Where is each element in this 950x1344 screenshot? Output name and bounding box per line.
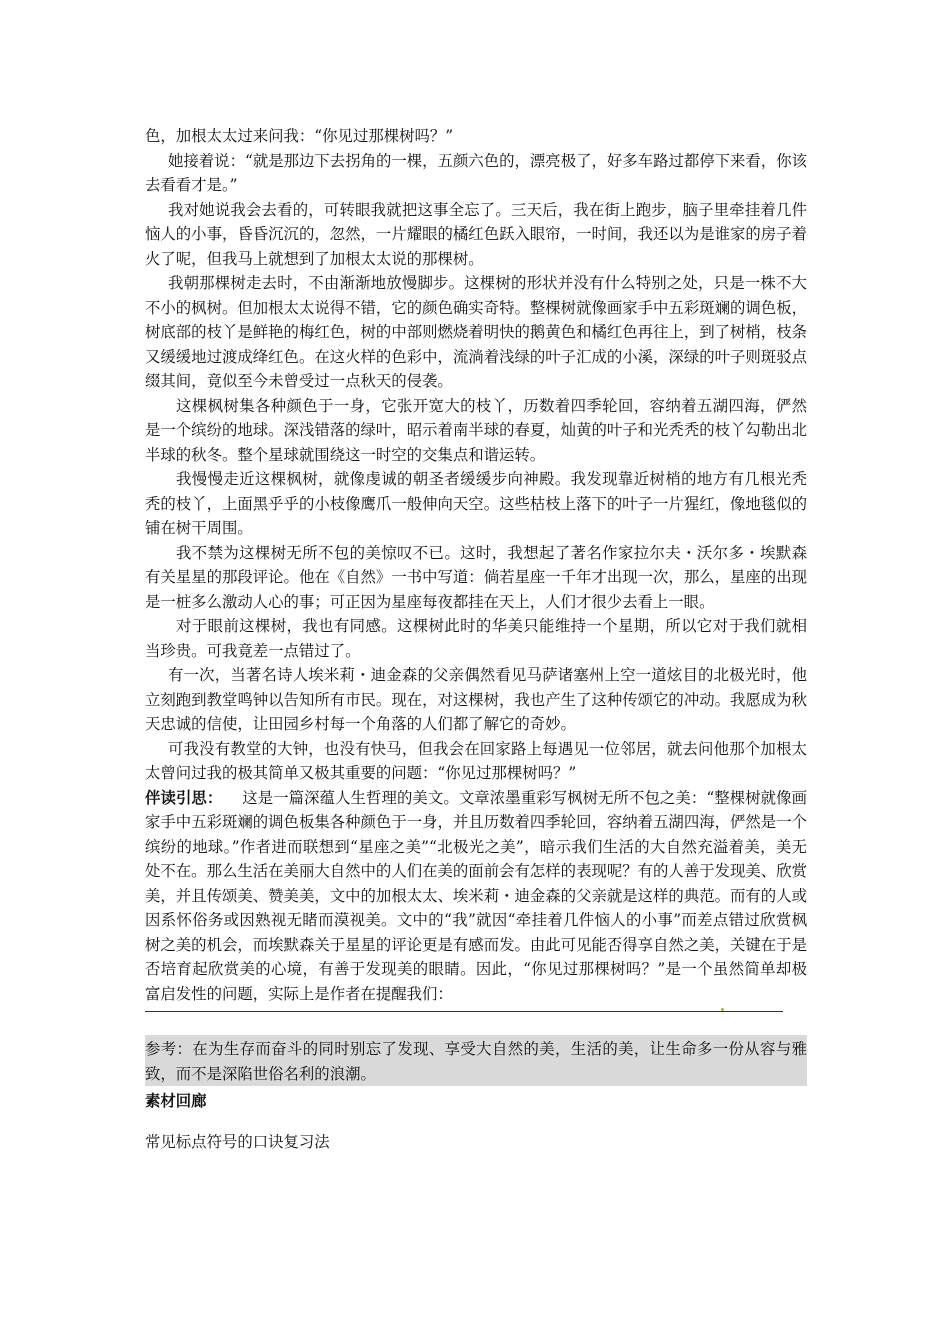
highlight-mark xyxy=(721,1008,724,1011)
commentary-text: 这是一篇深蕴人生哲理的美文。文章浓墨重彩写枫树无所不包之美：“整棵树就像画家手中五彩斑斓的调色板集各种颜色于一身，并且历数着四季轮回，容纳着五湖四海，俨然是一个缤纷的地球。”作者进而联想到“星座之美”“北极光之美”，暗示我们生活的大自然充溢着美，美无处不在。那么生活在美丽大自然中的人们在美的面前会有怎样的表现呢？有的人善于发现美、欣赏美，并且传颂美、赞美美，文中的加根太太、埃米莉・迪金森的父亲就是这样的典范。而有的人或因系怀俗务或因熟视无睹而漠视美。文中的“我”就因“牵挂着几件恼人的小事”而差点错过欣赏枫树之美的机会，而埃默森关于星星的评论更是有感而发。由此可见能否得享自然之美，关键在于是否培育起欣赏美的心境，有善于发现美的眼睛。因此，“你见过那棵树吗？”是一个虽然简单却极富启发性的问题，实际上是作者在提醒我们： xyxy=(145,788,807,1003)
paragraph-2: 她接着说：“就是那边下去拐角的一棵，五颜六色的，漂亮极了，好多车路过都停下来看，你该去看看才是。” xyxy=(145,151,807,194)
paragraph-6: 我慢慢走近这棵枫树，就像虔诚的朝圣者缓缓步向神殿。我发现靠近树梢的地方有几根光秃秃的枝丫，上面黑乎乎的小枝像鹰爪一般伸向天空。这些枯枝上落下的叶子一片猩红，像地毯似的铺在树干周围。 xyxy=(145,470,807,537)
paragraph-4: 我朝那棵树走去时，不由渐渐地放慢脚步。这棵树的形状并没有什么特别之处，只是一株不大不小的枫树。但加根太太说得不错，它的颜色确实奇特。整棵树就像画家手中五彩斑斓的调色板，树底部的枝丫是鲜艳的梅红色，树的中部则燃烧着明快的鹅黄色和橘红色再往上，到了树梢，枝条又缓缓地过渡成绛红色。在这火样的色彩中，流淌着浅绿的叶子汇成的小溪，深绿的叶子则斑驳点缀其间，竟似至今未曾受过一点秋天的侵袭。 xyxy=(145,274,807,390)
section-title: 素材回廊 xyxy=(145,1092,207,1110)
paragraph-8: 对于眼前这棵树，我也有同感。这棵树此时的华美只能维持一个星期，所以它对于我们就相当珍贵。可我竟差一点错过了。 xyxy=(145,617,807,660)
paragraph-5: 这棵枫树集各种颜色于一身，它张开宽大的枝丫，历数着四季轮回，容纳着五湖四海，俨然是一个缤纷的地球。深浅错落的绿叶，昭示着南半球的春夏，灿黄的叶子和光秃秃的枝丫勾勒出北半球的秋冬。整个星球就围绕这一时空的交集点和谐运转。 xyxy=(145,396,807,464)
paragraph-1: 色，加根太太过来问我：“你见过那棵树吗？” xyxy=(145,127,454,145)
subheading: 常见标点符号的口诀复习法 xyxy=(145,1132,330,1151)
answer-underline xyxy=(145,1011,783,1012)
document-page xyxy=(145,124,807,1154)
commentary-label: 伴读引思： xyxy=(145,788,223,807)
commentary-paragraph xyxy=(145,786,807,1007)
paragraph-7: 我不禁为这棵树无所不包的美惊叹不已。这时，我想起了著名作家拉尔夫・沃尔多・埃默森有关星星的那段评论。他在《自然》一书中写道：倘若星座一千年才出现一次，那么，星座的出现是一桩多么激动人心的事；可正因为星座每夜都挂在天上，人们才很少去看上一眼。 xyxy=(145,543,807,611)
paragraph-10: 可我没有教堂的大钟，也没有快马，但我会在回家路上每遇见一位邻居，就去问他那个加根太太曾问过我的极其简单又极其重要的问题：“你见过那棵树吗？” xyxy=(145,739,807,782)
reference-answer: 参考：在为生存而奋斗的同时别忘了发现、享受大自然的美，生活的美，让生命多一份从容与雅致，而不是深陷世俗名利的浪潮。 xyxy=(145,1035,807,1086)
answer-line xyxy=(145,1007,807,1017)
paragraph-9: 有一次，当著名诗人埃米莉・迪金森的父亲偶然看见马萨诸塞州上空一道炫目的北极光时，他立刻跑到教堂鸣钟以告知所有市民。现在，对这棵树，我也产生了这种传颂它的冲动。我愿成为秋天忠诚的信使，让田园乡村每一个角落的人们都了解它的奇妙。 xyxy=(145,666,807,733)
paragraph-3: 我对她说我会去看的，可转眼我就把这事全忘了。三天后，我在街上跑步，脑子里牵挂着几件恼人的小事，昏昏沉沉的，忽然，一片耀眼的橘红色跃入眼帘，一时间，我还以为是谁家的房子着火了呢，但我马上就想到了加根太太说的那棵树。 xyxy=(145,200,807,268)
